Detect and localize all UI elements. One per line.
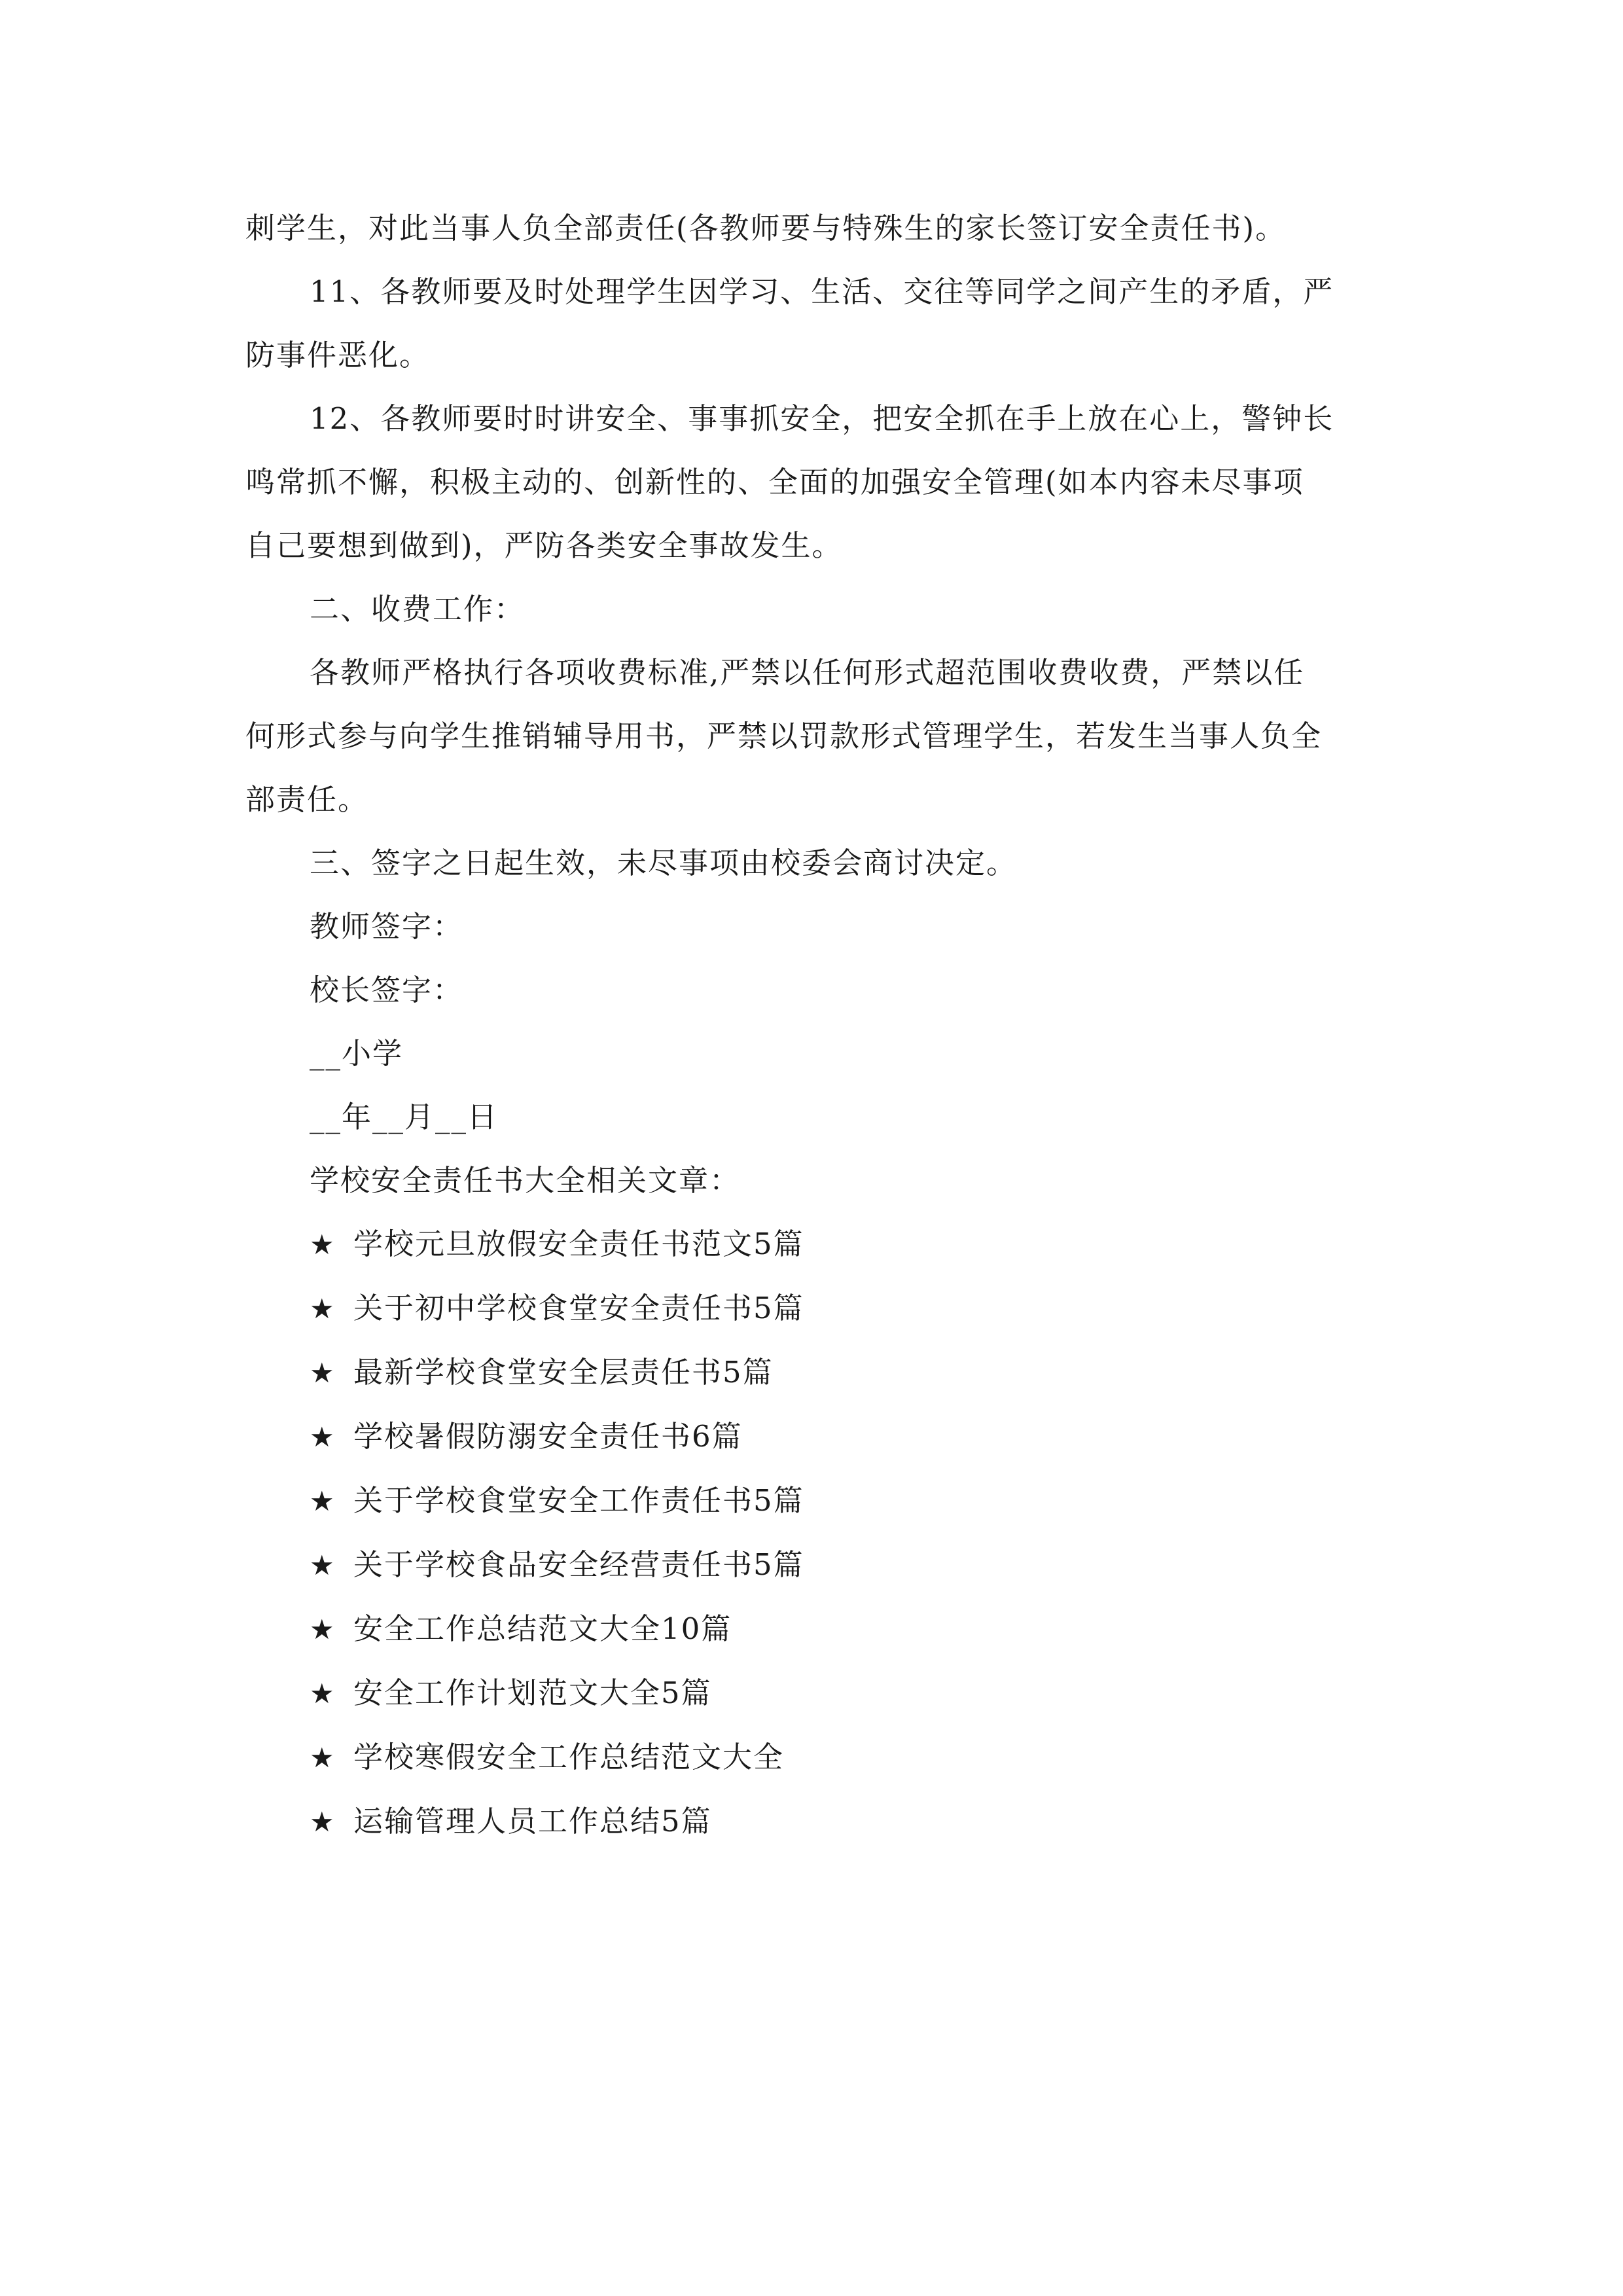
related-article-title: 最新学校食堂安全层责任书5篇 bbox=[353, 1355, 774, 1390]
body-paragraph bbox=[245, 641, 1381, 831]
star-icon: ★ bbox=[310, 1293, 336, 1325]
paragraph-line: 鸣常抓不懈，积极主动的、创新性的、全面的加强安全管理(如本内容未尽事项 bbox=[245, 465, 1304, 499]
star-icon: ★ bbox=[310, 1485, 336, 1517]
paragraph-line: 三、签字之日起生效，未尽事项由校委会商讨决定。 bbox=[310, 846, 1018, 880]
paragraph-line: 12、各教师要时时讲安全、事事抓安全，把安全抓在手上放在心上，警钟长 bbox=[310, 401, 1334, 436]
related-article-link[interactable] bbox=[245, 1725, 1381, 1789]
paragraph-line: 刺学生，对此当事人负全部责任(各教师要与特殊生的家长签订安全责任书)。 bbox=[245, 211, 1287, 245]
body-paragraph bbox=[245, 831, 1381, 895]
date-line: __年__月__日 bbox=[310, 1100, 499, 1134]
paragraph-line: 自己要想到做到)，严防各类安全事故发生。 bbox=[245, 528, 843, 563]
paragraph-group bbox=[245, 196, 1381, 895]
related-article-link[interactable] bbox=[245, 1340, 1381, 1405]
related-articles-heading: 学校安全责任书大全相关文章： bbox=[310, 1163, 741, 1198]
paragraph-line: 二、收费工作： bbox=[310, 592, 526, 626]
school-name-line: __小学 bbox=[310, 1036, 404, 1071]
related-article-title: 安全工作总结范文大全10篇 bbox=[353, 1611, 732, 1646]
paragraph-line: 何形式参与向学生推销辅导用书，严禁以罚款形式管理学生，若发生当事人负全 bbox=[245, 719, 1323, 753]
related-article-title: 关于学校食堂安全工作责任书5篇 bbox=[353, 1483, 804, 1518]
related-article-title: 运输管理人员工作总结5篇 bbox=[353, 1804, 712, 1839]
star-icon: ★ bbox=[310, 1421, 336, 1453]
paragraph-line: 各教师严格执行各项收费标准,严禁以任何形式超范围收费收费，严禁以任 bbox=[310, 655, 1305, 690]
related-article-link[interactable] bbox=[245, 1276, 1381, 1340]
body-paragraph bbox=[245, 196, 1381, 260]
related-articles-list bbox=[245, 1212, 1381, 1854]
star-icon: ★ bbox=[310, 1677, 336, 1710]
related-article-link[interactable] bbox=[245, 1789, 1381, 1854]
related-article-link[interactable] bbox=[245, 1597, 1381, 1661]
related-article-link[interactable] bbox=[245, 1405, 1381, 1469]
paragraph-line: 部责任。 bbox=[245, 782, 369, 817]
body-paragraph bbox=[245, 577, 1381, 641]
star-icon: ★ bbox=[310, 1613, 336, 1645]
related-article-link[interactable] bbox=[245, 1469, 1381, 1533]
principal-signature-label: 校长签字： bbox=[310, 973, 464, 1007]
teacher-signature-label: 教师签字： bbox=[310, 909, 464, 944]
related-article-link[interactable] bbox=[245, 1212, 1381, 1276]
star-icon: ★ bbox=[310, 1549, 336, 1581]
related-article-title: 学校暑假防溺安全责任书6篇 bbox=[353, 1419, 743, 1454]
star-icon: ★ bbox=[310, 1357, 336, 1389]
star-icon: ★ bbox=[310, 1229, 336, 1261]
star-icon: ★ bbox=[310, 1806, 336, 1838]
related-article-title: 关于初中学校食堂安全责任书5篇 bbox=[353, 1291, 804, 1325]
related-article-link[interactable] bbox=[245, 1533, 1381, 1597]
related-article-title: 安全工作计划范文大全5篇 bbox=[353, 1676, 712, 1710]
related-article-title: 学校寒假安全工作总结范文大全 bbox=[353, 1740, 785, 1774]
related-article-title: 学校元旦放假安全责任书范文5篇 bbox=[353, 1227, 804, 1261]
paragraph-line: 防事件恶化。 bbox=[245, 338, 431, 372]
star-icon: ★ bbox=[310, 1742, 336, 1774]
body-paragraph bbox=[245, 387, 1381, 577]
document-body bbox=[245, 196, 1381, 1854]
related-article-title: 关于学校食品安全经营责任书5篇 bbox=[353, 1547, 804, 1582]
body-paragraph bbox=[245, 260, 1381, 387]
paragraph-line: 11、各教师要及时处理学生因学习、生活、交往等同学之间产生的矛盾，严 bbox=[310, 274, 1334, 309]
related-article-link[interactable] bbox=[245, 1661, 1381, 1725]
